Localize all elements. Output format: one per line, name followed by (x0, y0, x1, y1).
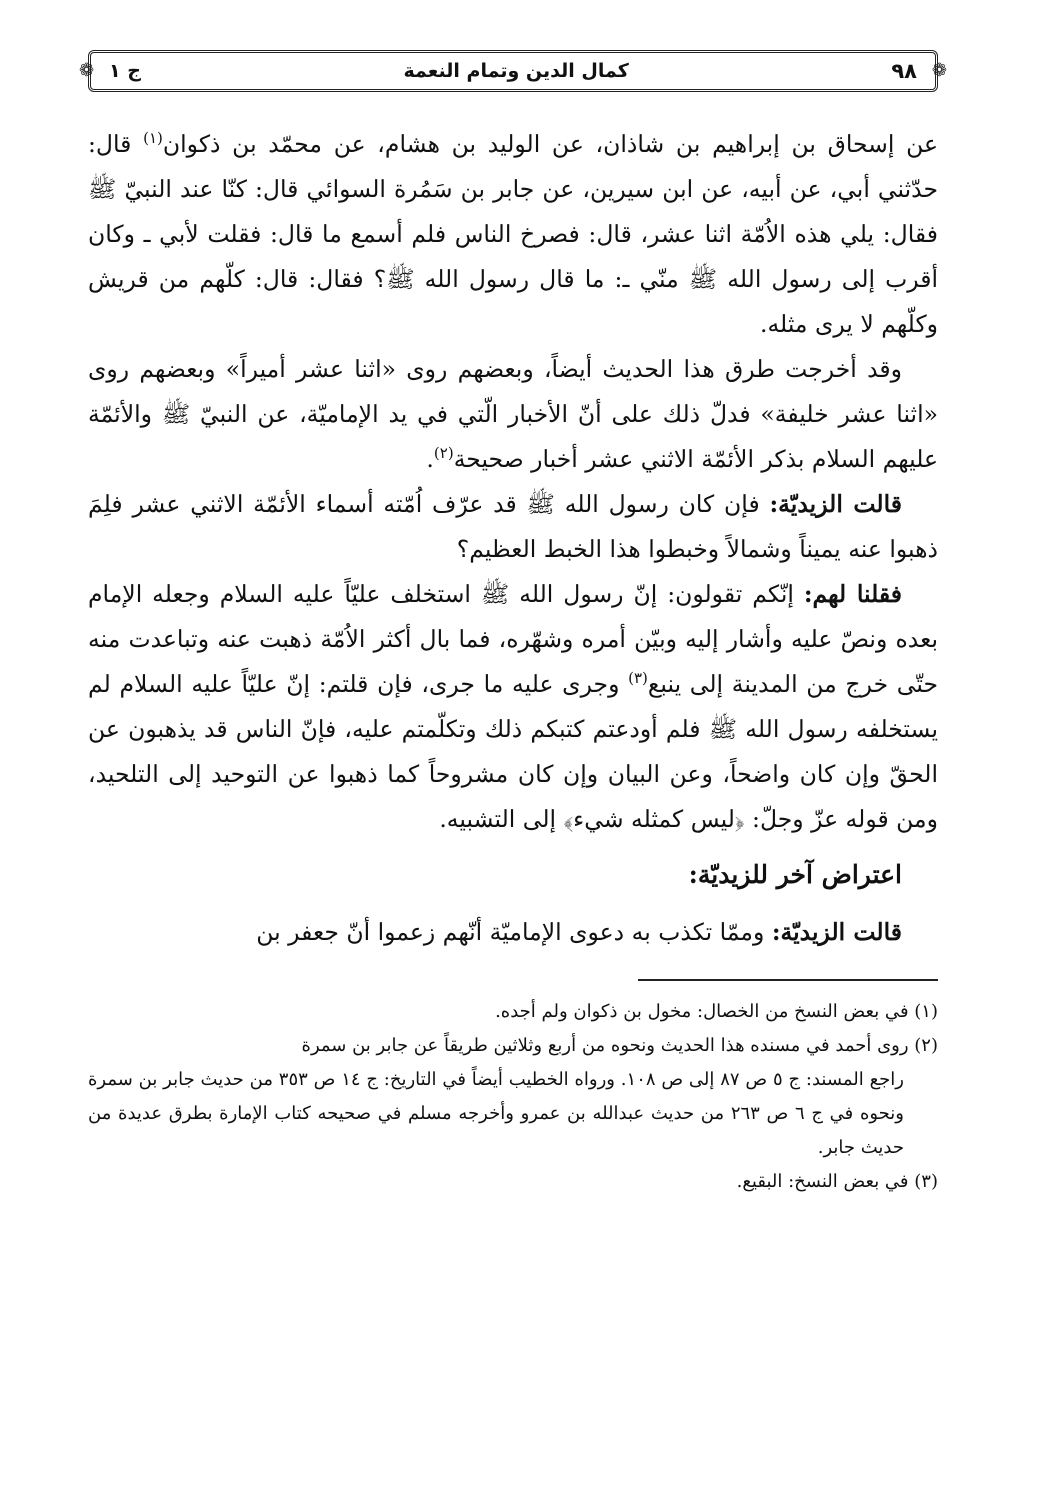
speaker-label: فقلنا لهم: (803, 580, 902, 608)
paragraph-5: قالت الزيديّة: وممّا تكذب به دعوى الإماميّة أنّهم زعموا أنّ جعفر بن (256, 918, 902, 946)
book-page (79, 50, 947, 1450)
paragraph-4: فقلنا لهم: إنّكم تقولون: إنّ رسول الله ﷺ استخلف عليّاً عليه السلام وجعله الإمام بعده ونصّ عليه وأشار إليه وبيّن أمره وشهّره، فما بال أكثر الاُمّة ذهبت عنه وتباعدت منه حتّى خرج من المدينة إلى ينبع$^{(٣)}$ وجرى عليه ما جرى، فإن قلتم: إنّ عليّاً عليه السلام لم يستخلفه رسول الله ﷺ فلم أودعتم كتبكم ذلك وتكلّمتم عليه، فإنّ الناس قد يذهبون عن الحقّ وإن كان واضحاً، وعن البيان وإن كان مشروحاً كما ذهبوا عن التوحيد إلى التلحيد، ومن قوله عزّ وجلّ: ﴿ليس كمثله شيء﴾ إلى التشبيه. (88, 580, 938, 833)
footnote-separator (638, 979, 938, 981)
paragraph-2: وقد أخرجت طرق هذا الحديث أيضاً، وبعضهم روى «اثنا عشر أميراً» وبعضهم روى «اثنا عشر خليفة» فدلّ ذلك على أنّ الأخبار الّتي في يد الإماميّة، عن النبيّ ﷺ والأئمّة عليهم السلام بذكر الأئمّة الاثني عشر أخبار صحيحة$^{(٢)}$. (88, 355, 938, 473)
running-header (79, 50, 947, 92)
footnote-1: (١) في بعض النسخ من الخصال: مخول بن ذكوان ولم أجده. (495, 1001, 938, 1022)
footnote-2: (٢) روى أحمد في مسنده هذا الحديث ونحوه من أربع وثلاثين طريقاً عن جابر بن سمرة (301, 1035, 938, 1056)
footnote-ref-3: (٣) (628, 669, 648, 688)
section-heading: اعتراض آخر للزيديّة: (688, 860, 902, 889)
footnote-2-continued: راجع المسند: ج ٥ ص ٨٧ إلى ص ١٠٨. ورواه الخطيب أيضاً في التاريخ: ج ١٤ ص ٣٥٣ من حديث جابر بن سمرة ونحوه في ج ٦ ص ٢٦٣ من حديث عبدالله بن عمرو وأخرجه مسلم في صحيحه كتاب الإمارة بطرق عديدة من حديث جابر. (88, 1069, 904, 1158)
speaker-label: قالت الزيديّة: (769, 490, 902, 518)
main-text (88, 122, 938, 955)
footnote-3: (٣) في بعض النسخ: البقيع. (736, 1171, 938, 1192)
speaker-label: قالت الزيديّة: (771, 918, 902, 946)
page-number: ٩٨ (891, 59, 917, 83)
book-title: كمال الدين وتمام النعمة (403, 60, 629, 82)
footnote-ref-2: (٢) (433, 444, 454, 463)
footnote-ref-1: (١) (143, 129, 163, 148)
volume-label: ج ١ (109, 60, 141, 82)
paragraph-3: قالت الزيديّة: فإن كان رسول الله ﷺ قد عرّف اُمّته أسماء الأئمّة الاثني عشر فلِمَ ذهبوا عنه يميناً وشمالاً وخبطوا هذا الخبط العظيم؟ (88, 490, 938, 563)
header-ornament-right-icon: ❁ (931, 60, 947, 81)
header-ornament-left-icon: ❁ (79, 60, 95, 81)
footnotes (88, 995, 938, 1199)
paragraph-1: عن إسحاق بن إبراهيم بن شاذان، عن الوليد بن هشام، عن محمّد بن ذكوان$^{(١)}$ قال: حدّثني أبي، عن أبيه، عن ابن سيرين، عن جابر بن سَمُرة السوائي قال: كنّا عند النبيّ ﷺ فقال: يلي هذه الاُمّة اثنا عشر، قال: فصرخ الناس فلم أسمع ما قال: فقلت لأبي ـ وكان أقرب إلى رسول الله ﷺ منّي ـ: ما قال رسول الله ﷺ؟ فقال: قال: كلّهم من قريش وكلّهم لا يرى مثله. (88, 129, 938, 338)
